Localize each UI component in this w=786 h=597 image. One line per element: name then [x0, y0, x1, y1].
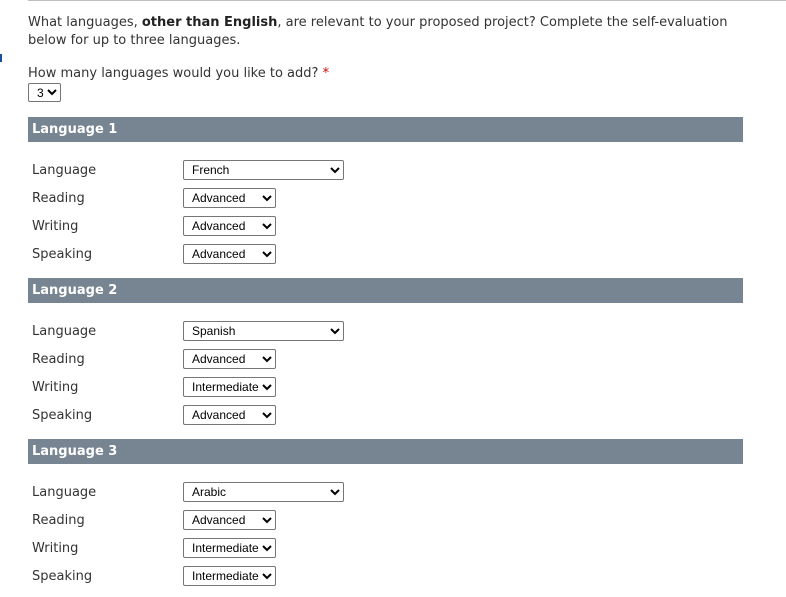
writing-select[interactable] — [183, 538, 276, 558]
speaking-label: Speaking — [32, 569, 93, 584]
speaking-row — [28, 403, 743, 431]
writing-row — [28, 536, 743, 564]
language-row — [28, 480, 743, 508]
writing-row — [28, 375, 743, 403]
writing-label: Writing — [32, 541, 79, 556]
language-label: Language — [32, 485, 97, 500]
top-divider — [28, 0, 786, 1]
reading-select[interactable] — [183, 188, 276, 208]
language-label: Language — [32, 324, 97, 339]
language-row — [28, 158, 743, 186]
language-count-label — [28, 65, 329, 83]
reading-label: Reading — [32, 191, 85, 206]
language-count-select[interactable] — [28, 83, 61, 102]
language-label: Language — [32, 163, 97, 178]
reading-row — [28, 186, 743, 214]
language-select[interactable] — [183, 482, 344, 502]
intro-text-before: What languages, — [28, 15, 142, 30]
language-select[interactable] — [183, 160, 344, 180]
speaking-row — [28, 242, 743, 270]
speaking-label: Speaking — [32, 408, 93, 423]
reading-label: Reading — [32, 352, 85, 367]
reading-row — [28, 347, 743, 375]
speaking-select[interactable] — [183, 244, 276, 264]
writing-label: Writing — [32, 219, 79, 234]
intro-text-after: , are relevant to your proposed project? Complete the self-evaluation below for up to three languages. — [28, 15, 728, 48]
speaking-select[interactable] — [183, 405, 276, 425]
reading-label: Reading — [32, 513, 85, 528]
edge-marker — [0, 54, 2, 62]
language-count-label-text: How many languages would you like to add? — [28, 66, 319, 81]
speaking-row — [28, 564, 743, 592]
writing-select[interactable] — [183, 377, 276, 397]
speaking-label: Speaking — [32, 247, 93, 262]
writing-label: Writing — [32, 380, 79, 395]
reading-select[interactable] — [183, 510, 276, 530]
language-section-2 — [28, 278, 743, 423]
language-section-3 — [28, 439, 743, 584]
writing-select[interactable] — [183, 216, 276, 236]
section-header: Language 3 — [28, 439, 743, 464]
language-row — [28, 319, 743, 347]
section-header: Language 2 — [28, 278, 743, 303]
language-section-1 — [28, 117, 743, 262]
intro-question — [28, 14, 768, 50]
reading-select[interactable] — [183, 349, 276, 369]
section-header: Language 1 — [28, 117, 743, 142]
writing-row — [28, 214, 743, 242]
speaking-select[interactable] — [183, 566, 276, 586]
reading-row — [28, 508, 743, 536]
language-select[interactable] — [183, 321, 344, 341]
required-asterisk: * — [322, 66, 330, 81]
intro-emphasis: other than English — [141, 15, 278, 30]
